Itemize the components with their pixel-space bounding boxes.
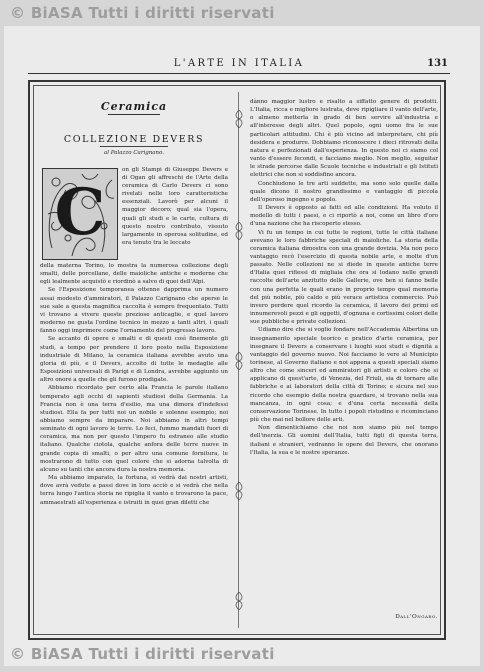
right-column: [250, 98, 438, 634]
paragraph: dànno maggior lustro e risalto a siffatto genere di prodotti. L'Italia, ricca e migliore lustrata, deve ripigliare il vanto dell'arte, o almeno metterla in grado di ben servire all'industria e all'interesse degli altri. Quel popolo, ogni uomo fra le sue particolari attitudini. Chi è più vicino ad interpretare, chi più desidera e produrre. Dobbiamo riconoscere i dieci ritrovati della natura e perfezionati dall'esperienza. In questo noi ci siamo col vanto d'essere fecondi, e facciamo meglio. Non meglio, seguitar le strade percorse dalle Scuole tecniche e industriali e gli Istituti elettrici che non si soddisfino ancora.: [250, 99, 438, 179]
article-title-text: COLLEZIONE DEVERS: [63, 134, 205, 145]
section-title-text: Ceramica: [100, 100, 168, 113]
article-title: [40, 134, 228, 145]
watermark-top: © BiASA Tutti i diritti riservati: [10, 4, 275, 22]
divider-ornament-icon: [234, 482, 244, 500]
paragraph: Il Devers è opposto ai fatti ed alle condizioni. Ha voluto il modello di tutti i paesi, e ci riportò a noi, come un libro d'oro d'una nazione che ha riscoperto stesso.: [250, 205, 438, 228]
running-header: [30, 58, 448, 72]
paragraph: Abbiamo ricordato per certo alla Francia le parole italiano temperato agli occhi di sapienti studiosi della Germania. La Francia non è una terra d'esilio, ma una dimora d'indefessi studiosi. Ella fa per tutti noi un nobile e solenne esempio; noi abbiamo sempre da imparare. Noi abbiamo in altri tempi seminato di ogni lavoro le terre. Lo feci, fummo mandati fuori di ceramica, ma non per questo l'impero fu estraneo alle studio italiano. Qualche ciotola, qualche anfora delle terre nuove in grande copia di smalti, o per altro una comune fornitura, le mostrarono di tutto con quel colore che si adorna talvolta di alcuno su tanti che ancora dura la nostra memoria.: [40, 385, 228, 473]
article-title-underline: [100, 146, 168, 147]
paragraph: Vi fu un tempo in cui tutte le regioni, tutte le città italiane avevano le loro fabbriche speciali di maioliche. La storia della ceramica italiana dimostra con una grande dovizia. Ma non poco vantaggio recò l'esercizio di questa nobile arte, e molte d'un passato. Nelle collezioni ne si diede in queste antiche terre d'Italia quei riflessi di migliaia che ora si lodano nelle grandi raccolte dell'arte anzitutto delle Gallerie, ove ben si fanno belle con una perfetta le quali erano in proprio tempo qual memoria del più nobile, più caldo e più verace artistica commercio. Può invero perdere quel ricordo la ceramica, il lavoro dei primi ed innumerevoli pezzi e gli oggetti, d'ognuna e cortissimi colori delle sue pubbliche e private collezioni.: [250, 229, 438, 326]
divider-ornament-icon: [234, 592, 244, 610]
paragraph: Conchiudono le tre arti suddette, ma sono solo quelle dalla quale dicono il nostro grandissimo e vantaggio di piccola dell'operoso ingegno e popolo.: [250, 180, 438, 203]
divider-ornament-icon: [234, 110, 244, 128]
author-signature: Dall'Ongaro.: [395, 614, 438, 620]
divider-ornament-icon: [234, 222, 244, 240]
running-title: L'ARTE IN ITALIA: [173, 58, 305, 69]
page-number: 131: [427, 58, 448, 69]
intro-paragraph: on gli Stampi di Giuseppe Devers e di Ogan gli affreschi de l'Arte della ceramica di Carlo Devers ci sono rivelati nelle loro caratteristiche essenziali. Lavorò per alcuni il maggior decoro; qual sia l'opera, quali gli studi e le carte, cultura di questo nostro contributo, vissuto largamente in operosa solitudine, ed era tenuto tra le leccato: [122, 167, 228, 246]
ornamental-dropcap: [42, 168, 118, 260]
paragraph: Udiamo dire che si voglio fondare nell'Accademia Albertina un insegnamento speciale teorico e pratico d'arte ceramica, per insegnare il Devers a conservare i luoghi suoi studi e dignità a vantaggio del governo nuovo. Noi facciamo le vere al Municipio torinese, al Governo italiano e noi appena a questi speciali siamo altro che come sinceri ed ammiratori gli artisti e coloro che si applicano di quest'arte, di Venezia, del Friuli, sia di tornare alle fabbriche e ai laboratori della città di Torino; e sicura nel suo ricordo che esempio della nostra guardare, si trovano nella sua mancanza, in ogni cosa; e d'una certa necessità della conservazione Torinese. In tutto i popoli ristudino e ricominciano più che mai nel bollore delle arti.: [250, 327, 438, 424]
header-rule: [28, 73, 450, 74]
intro-text: [122, 166, 228, 262]
paragraph: Se l'Esposizione temporanea ottenne dapprima un numero assai modesto d'ammiratori, il Palazzo Carignano che aperse le sue sale a questa magnifica raccolta è sempre frequentato. Tutti vi trovano a vivere queste preziose anticaglie, e quel lavoro moderno ne gusta l'ordine tecnico in mezzo a tanti altri, i quali fanno oggi imprimere come l'ornamento del progresso lavoro.: [40, 287, 228, 335]
section-title-underline: [108, 114, 160, 115]
article-subtitle: al Palazzo Carignano.: [103, 150, 165, 156]
paragraph: Se accanto di opere e smalti e di questi così finemente gli studi, a tempo per prendere il loro posto nella Esposizione industriale di Milano, la ceramica italiana avrebbe avuto una gloria di più, e il Devers, accolto di tutte le medaglie alle Esposizioni universali di Parigi e di Londra, avrebbe aggiunto un altro onore a quelle che gli furono prodigate.: [40, 336, 228, 384]
paragraph: Ma abbiamo imparato, la fortuna, si vedrà dai nostri artisti, dove avrà vedute a passi dove in loro acciò e si vedrà che nella terra lungo l'antica storia ne ripiglia il vanto e trovarono la pace, ammaestrati all'esperienza e istruiti in quei gran diletti che: [40, 475, 228, 506]
paragraph: Non dimentichiamo che noi non siamo più nel tempo dell'inerzia. Gli uomini dell'Italia, tutti figli di questa terra, italiani e stranieri, vedranno le opere del Devers, che onorano l'Italia, la sua e le nostre speranze.: [250, 425, 438, 456]
dropcap-letter: C: [54, 175, 106, 250]
divider-ornament-icon: [234, 352, 244, 370]
section-title: [40, 100, 228, 113]
left-column: [40, 262, 228, 634]
watermark-bottom: © BiASA Tutti i diritti riservati: [10, 645, 275, 663]
column-divider: [234, 92, 244, 628]
paragraph: della materna Torino, lo mostra la numerosa collezione degli smalti, delle porcellane, delle maioliche antiche e moderne che egli lealmente acquistò e riordinò a salvo di quei dell'Alpi.: [40, 263, 228, 286]
